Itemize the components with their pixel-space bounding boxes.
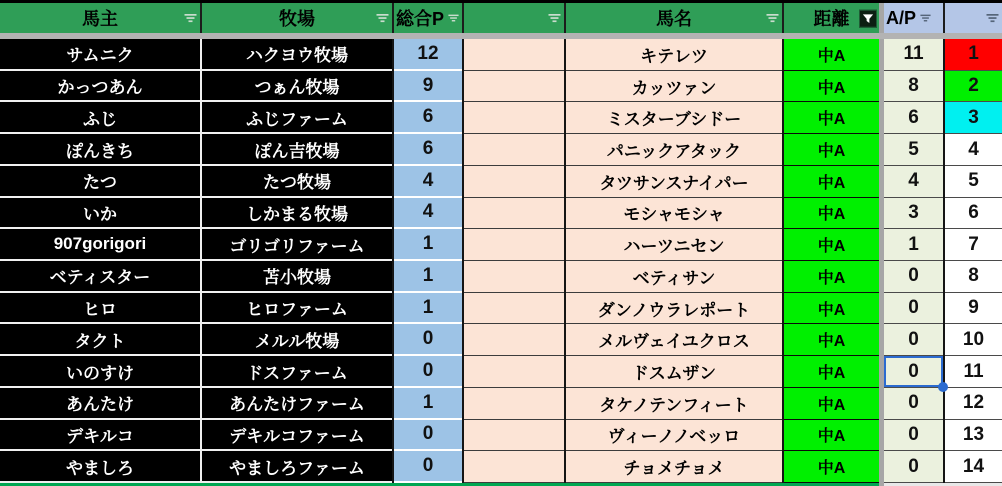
ap-cell[interactable]: 0	[884, 388, 943, 420]
rank-cell[interactable]: 3	[945, 102, 1002, 134]
table-row	[0, 261, 1002, 293]
table-row	[0, 451, 1002, 483]
distance-cell[interactable]: 中A	[784, 198, 879, 230]
ap-cell[interactable]: 4	[884, 166, 943, 198]
ap-cell[interactable]: 0	[884, 293, 943, 325]
table-row	[0, 134, 1002, 166]
distance-cell[interactable]: 中A	[784, 39, 879, 71]
rank-cell[interactable]: 1	[945, 39, 1002, 71]
total-p-cell[interactable]: 1	[394, 388, 462, 420]
owner-cell[interactable]: サムニク	[0, 39, 200, 71]
empty-cell[interactable]	[464, 261, 564, 293]
horse-name-cell[interactable]: ドスムザン	[566, 356, 782, 388]
owner-cell[interactable]: あんたけ	[0, 388, 200, 420]
empty-cell[interactable]	[464, 102, 564, 134]
owner-cell[interactable]: ふじ	[0, 102, 200, 134]
horse-name-cell[interactable]: ベティサン	[566, 261, 782, 293]
ap-cell[interactable]: 0	[884, 451, 943, 483]
rank-cell[interactable]: 12	[945, 388, 1002, 420]
farm-cell[interactable]: しかまる牧場	[202, 198, 392, 230]
filter-dropdown-icon[interactable]	[376, 13, 389, 23]
horse-name-cell[interactable]: タツサンスナイパー	[566, 166, 782, 198]
distance-cell[interactable]: 中A	[784, 324, 879, 356]
owner-cell[interactable]: タクト	[0, 324, 200, 356]
horse-name-cell[interactable]: カッツァン	[566, 71, 782, 103]
header-ap[interactable]	[884, 3, 943, 33]
filter-dropdown-icon[interactable]	[184, 13, 197, 23]
table-row	[0, 229, 1002, 261]
total-p-cell[interactable]: 1	[394, 293, 462, 325]
owner-cell[interactable]: かっつあん	[0, 71, 200, 103]
header-owner-label: 馬主	[82, 9, 118, 29]
total-p-cell[interactable]: 1	[394, 261, 462, 293]
total-p-cell[interactable]: 9	[394, 71, 462, 103]
distance-cell[interactable]: 中A	[784, 134, 879, 166]
total-p-cell[interactable]: 6	[394, 134, 462, 166]
owner-cell[interactable]: たつ	[0, 166, 200, 198]
total-p-cell[interactable]: 0	[394, 324, 462, 356]
table-row	[0, 71, 1002, 103]
header-total-p[interactable]	[394, 3, 462, 33]
horse-name-cell[interactable]: キテレツ	[566, 39, 782, 71]
header-distance-label: 距離	[813, 9, 850, 29]
horse-name-cell[interactable]: タケノテンフィート	[566, 388, 782, 420]
table-row	[0, 166, 1002, 198]
empty-cell[interactable]	[464, 324, 564, 356]
header-horse-name-label: 馬名	[656, 9, 692, 29]
rank-cell[interactable]: 13	[945, 420, 1002, 452]
ap-cell[interactable]: 8	[884, 71, 943, 103]
horse-name-cell[interactable]: モシャモシャ	[566, 198, 782, 230]
empty-cell[interactable]	[464, 388, 564, 420]
header-total-p-label: 総合P	[396, 9, 445, 29]
owner-cell[interactable]: デキルコ	[0, 420, 200, 452]
rank-cell[interactable]: 9	[945, 293, 1002, 325]
farm-cell[interactable]: デキルコファーム	[202, 420, 392, 452]
farm-cell[interactable]: 苫小牧場	[202, 261, 392, 293]
rank-cell[interactable]: 8	[945, 261, 1002, 293]
header-ap-label: A/P	[886, 7, 917, 28]
empty-cell[interactable]	[464, 293, 564, 325]
distance-cell[interactable]: 中A	[784, 356, 879, 388]
table-row	[0, 324, 1002, 356]
distance-cell[interactable]: 中A	[784, 388, 879, 420]
rank-cell[interactable]: 4	[945, 134, 1002, 166]
ap-cell[interactable]: 1	[884, 229, 943, 261]
farm-cell[interactable]: ヒロファーム	[202, 293, 392, 325]
ap-cell[interactable]: 0	[884, 420, 943, 452]
empty-cell[interactable]	[464, 198, 564, 230]
header-horse-name[interactable]	[566, 3, 782, 33]
total-p-cell[interactable]: 4	[394, 166, 462, 198]
total-p-cell[interactable]: 4	[394, 198, 462, 230]
farm-cell[interactable]: ゴリゴリファーム	[202, 229, 392, 261]
filter-dropdown-icon[interactable]	[920, 13, 931, 23]
rank-cell[interactable]: 5	[945, 166, 1002, 198]
distance-cell[interactable]: 中A	[784, 102, 879, 134]
ap-cell[interactable]: 3	[884, 198, 943, 230]
owner-cell[interactable]: ぽんきち	[0, 134, 200, 166]
farm-cell[interactable]: やましろファーム	[202, 451, 392, 483]
empty-cell[interactable]	[464, 356, 564, 388]
header-farm-label: 牧場	[279, 9, 315, 29]
horse-name-cell[interactable]: ヴィーノノベッロ	[566, 420, 782, 452]
empty-cell[interactable]	[464, 166, 564, 198]
distance-cell[interactable]: 中A	[784, 420, 879, 452]
ap-cell[interactable]: 0	[884, 356, 943, 388]
farm-cell[interactable]: ふじファーム	[202, 102, 392, 134]
table-row	[0, 102, 1002, 134]
empty-cell[interactable]	[464, 39, 564, 71]
table-row	[0, 356, 1002, 388]
table-row	[0, 420, 1002, 452]
filter-dropdown-icon[interactable]	[548, 13, 561, 23]
header-farm[interactable]	[202, 3, 392, 33]
distance-cell[interactable]: 中A	[784, 261, 879, 293]
active-filter-funnel-icon[interactable]	[859, 10, 877, 28]
header-distance[interactable]	[784, 3, 879, 33]
total-p-cell[interactable]: 12	[394, 39, 462, 71]
total-p-cell[interactable]: 1	[394, 229, 462, 261]
farm-cell[interactable]: メルル牧場	[202, 324, 392, 356]
rank-cell[interactable]: 14	[945, 451, 1002, 483]
distance-cell[interactable]: 中A	[784, 166, 879, 198]
farm-cell[interactable]: ドスファーム	[202, 356, 392, 388]
filter-dropdown-icon[interactable]	[986, 13, 999, 23]
ap-cell[interactable]: 0	[884, 261, 943, 293]
total-p-cell[interactable]: 6	[394, 102, 462, 134]
total-p-cell[interactable]: 0	[394, 356, 462, 388]
horse-name-cell[interactable]: チョメチョメ	[566, 451, 782, 483]
table-row	[0, 293, 1002, 325]
distance-cell[interactable]: 中A	[784, 293, 879, 325]
owner-cell[interactable]: いか	[0, 198, 200, 230]
ap-cell[interactable]: 5	[884, 134, 943, 166]
table-body	[0, 39, 1002, 483]
table-row	[0, 39, 1002, 71]
owner-cell[interactable]: ヒロ	[0, 293, 200, 325]
farm-cell[interactable]: ハクヨウ牧場	[202, 39, 392, 71]
horse-name-cell[interactable]: パニックアタック	[566, 134, 782, 166]
farm-cell[interactable]: ぽん吉牧場	[202, 134, 392, 166]
table-row	[0, 198, 1002, 230]
horse-name-cell[interactable]: メルヴェイユクロス	[566, 324, 782, 356]
distance-cell[interactable]: 中A	[784, 229, 879, 261]
rank-cell[interactable]: 11	[945, 356, 1002, 388]
total-p-cell[interactable]: 0	[394, 451, 462, 483]
total-p-cell[interactable]: 0	[394, 420, 462, 452]
ap-cell[interactable]: 0	[884, 324, 943, 356]
table-row	[0, 388, 1002, 420]
horse-name-cell[interactable]: ハーツニセン	[566, 229, 782, 261]
owner-cell[interactable]: 907gorigori	[0, 229, 200, 261]
horse-name-cell[interactable]: ダンノウラレポート	[566, 293, 782, 325]
rank-cell[interactable]: 10	[945, 324, 1002, 356]
rank-cell[interactable]: 2	[945, 71, 1002, 103]
empty-cell[interactable]	[464, 451, 564, 483]
farm-cell[interactable]: あんたけファーム	[202, 388, 392, 420]
rank-cell[interactable]: 6	[945, 198, 1002, 230]
ap-cell[interactable]: 6	[884, 102, 943, 134]
empty-cell[interactable]	[464, 134, 564, 166]
empty-cell[interactable]	[464, 420, 564, 452]
owner-cell[interactable]: やましろ	[0, 451, 200, 483]
farm-cell[interactable]: つぁん牧場	[202, 71, 392, 103]
empty-cell[interactable]	[464, 71, 564, 103]
header-rank[interactable]	[945, 3, 1002, 33]
farm-cell[interactable]: たつ牧場	[202, 166, 392, 198]
header-empty-column[interactable]	[464, 3, 564, 33]
rank-cell[interactable]: 7	[945, 229, 1002, 261]
distance-cell[interactable]: 中A	[784, 71, 879, 103]
ap-cell[interactable]: 11	[884, 39, 943, 71]
table-header-row	[0, 3, 1002, 33]
horse-name-cell[interactable]: ミスターブシドー	[566, 102, 782, 134]
filter-dropdown-icon[interactable]	[766, 13, 779, 23]
owner-cell[interactable]: いのすけ	[0, 356, 200, 388]
header-owner[interactable]	[0, 3, 200, 33]
distance-cell[interactable]: 中A	[784, 451, 879, 483]
empty-cell[interactable]	[464, 229, 564, 261]
filter-dropdown-icon[interactable]	[448, 13, 459, 23]
owner-cell[interactable]: ベティスター	[0, 261, 200, 293]
